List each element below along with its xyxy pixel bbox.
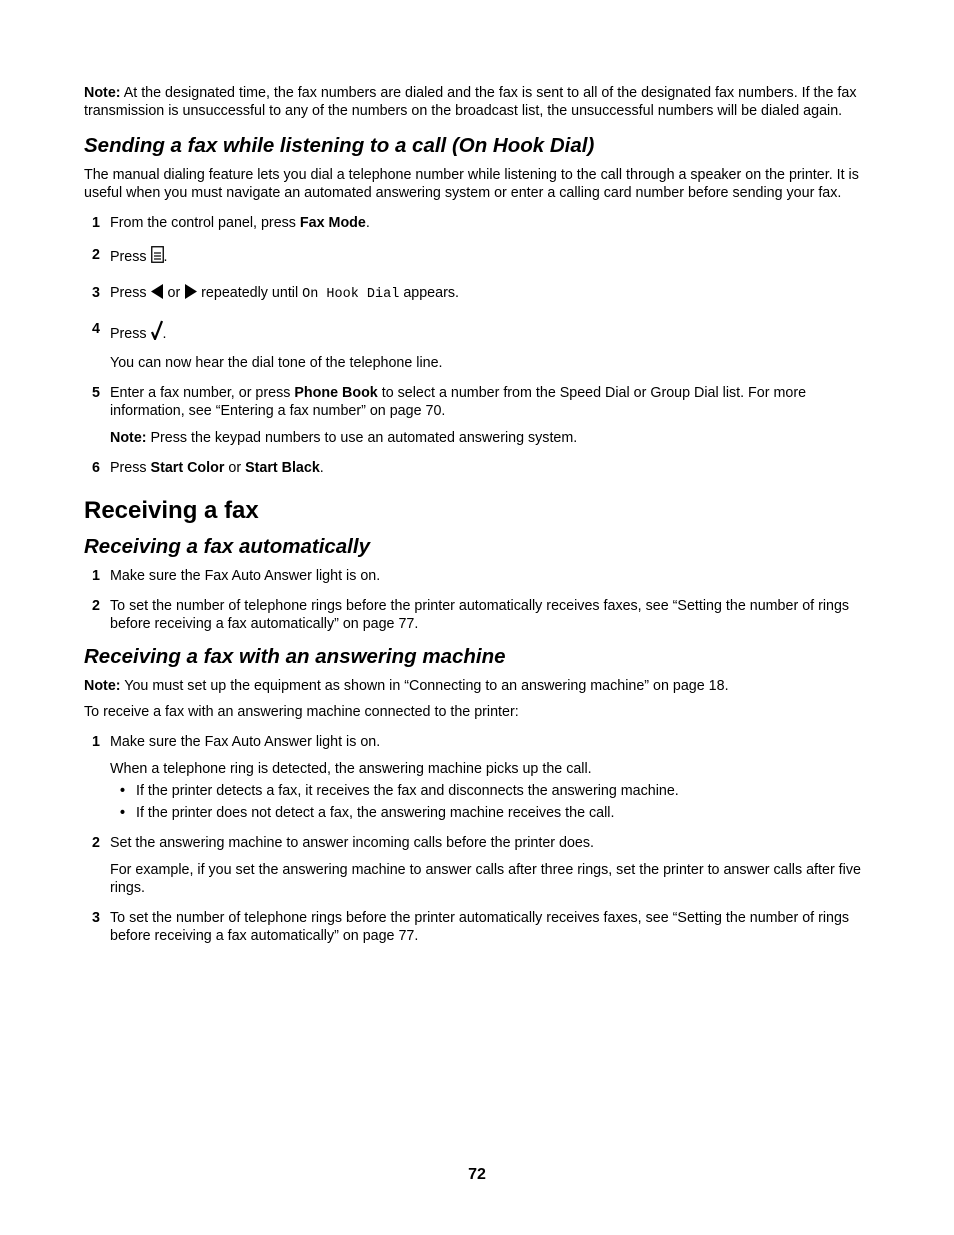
note-equipment: Note: You must set up the equipment as shown in “Connecting to an answering machine” on page 18.: [84, 678, 729, 694]
note-label: Note:: [84, 85, 121, 101]
answering-machine-intro: To receive a fax with an answering machine connected to the printer:: [84, 704, 519, 720]
onhook-step-4: 4 Press . You can now hear the dial tone of the telephone line.: [84, 320, 874, 372]
list-item: • If the printer detects a fax, it receives the fax and disconnects the answering machine.: [120, 783, 679, 799]
onhook-step-1: 1 From the control panel, press Fax Mode.: [92, 215, 370, 231]
fax-mode-button-label: Fax Mode: [299, 215, 366, 231]
bullet-icon: •: [120, 783, 126, 799]
heading-answering-machine: Receiving a fax with an answering machine: [84, 645, 506, 668]
step-number: 1: [92, 568, 100, 584]
bullet-icon: •: [120, 805, 126, 821]
heading-receiving-a-fax: Receiving a fax: [84, 497, 259, 524]
bullet-list: [110, 782, 874, 822]
start-color-button-label: Start Color: [150, 460, 225, 476]
step-number: 5: [92, 385, 100, 401]
step-number: 2: [92, 598, 100, 614]
note-broadcast: [84, 84, 874, 120]
dial-tone-text: You can now hear the dial tone of the telephone line.: [110, 355, 443, 371]
start-black-button-label: Start Black: [245, 460, 320, 476]
step-number: 2: [92, 835, 100, 851]
list-item: • If the printer does not detect a fax, the answering machine receives the call.: [120, 805, 615, 821]
note-text: At the designated time, the fax numbers are dialed and the fax is sent to all of the designated fax numbers. If the fax transmission is unsuccessful to any of the numbers on the broadcast list, the unsuccessful numbers will be dialed again.: [84, 85, 857, 119]
auto-step-2: 2 To set the number of telephone rings before the printer automatically receives faxes, see “Setting the number of rings before receiving a fax automatically” on page 77.: [92, 598, 850, 632]
step-number: 1: [92, 734, 100, 750]
note-keypad: Note: Press the keypad numbers to use an automated answering system.: [110, 430, 578, 446]
phone-book-button-label: Phone Book: [294, 385, 378, 401]
step-number: 2: [92, 247, 100, 263]
onhook-step-3: 3 Press or repeatedly until On Hook Dial appears.: [92, 285, 459, 302]
machine-step-2: 2 Set the answering machine to answer incoming calls before the printer does. For example, if you set the answering machine to answer calls after three rings, set the printer to answer calls after five rings.: [92, 835, 861, 896]
step-number: 6: [92, 460, 100, 476]
auto-step-1: 1 Make sure the Fax Auto Answer light is on.: [92, 568, 381, 584]
machine-step-1: 1 Make sure the Fax Auto Answer light is on. When a telephone ring is detected, the answering machine picks up the call. • If the printer detects a fax, it receives the fax and disconnects the answering machine. • If the printer does not detect a fax, the answering machine receives the call.: [84, 733, 874, 822]
on-hook-dial-display-text: On Hook Dial: [302, 287, 400, 302]
heading-receiving-automatically: Receiving a fax automatically: [84, 535, 370, 558]
left-arrow-icon: [151, 284, 164, 304]
checkmark-icon: [151, 320, 163, 345]
step-number: 3: [92, 910, 100, 926]
step-number: 3: [92, 285, 100, 301]
onhook-step-2: 2 Press .: [84, 246, 874, 268]
on-hook-intro: The manual dialing feature lets you dial a telephone number while listening to the call through a speaker on the printer. It is useful when you must navigate an automated answering system or enter a calling card number before sending your fax.: [84, 167, 859, 201]
onhook-step-6: 6 Press Start Color or Start Black.: [92, 460, 324, 476]
page-content: [84, 84, 874, 945]
step-number: 4: [92, 321, 100, 337]
step-number: 1: [92, 215, 100, 231]
onhook-step-5: 5 Enter a fax number, or press Phone Book to select a number from the Speed Dial or Group Dial list. For more information, see “Entering a fax number” on page 70. Note: Press the keypad numbers to use an automated answering system.: [84, 384, 874, 447]
right-arrow-icon: [184, 284, 197, 304]
page-number: 72: [468, 1166, 486, 1183]
heading-on-hook-dial: Sending a fax while listening to a call (On Hook Dial): [84, 134, 595, 157]
machine-step-3: 3 To set the number of telephone rings before the printer automatically receives faxes, see “Setting the number of rings before receiving a fax automatically” on page 77.: [92, 910, 850, 944]
menu-icon: [151, 246, 164, 268]
